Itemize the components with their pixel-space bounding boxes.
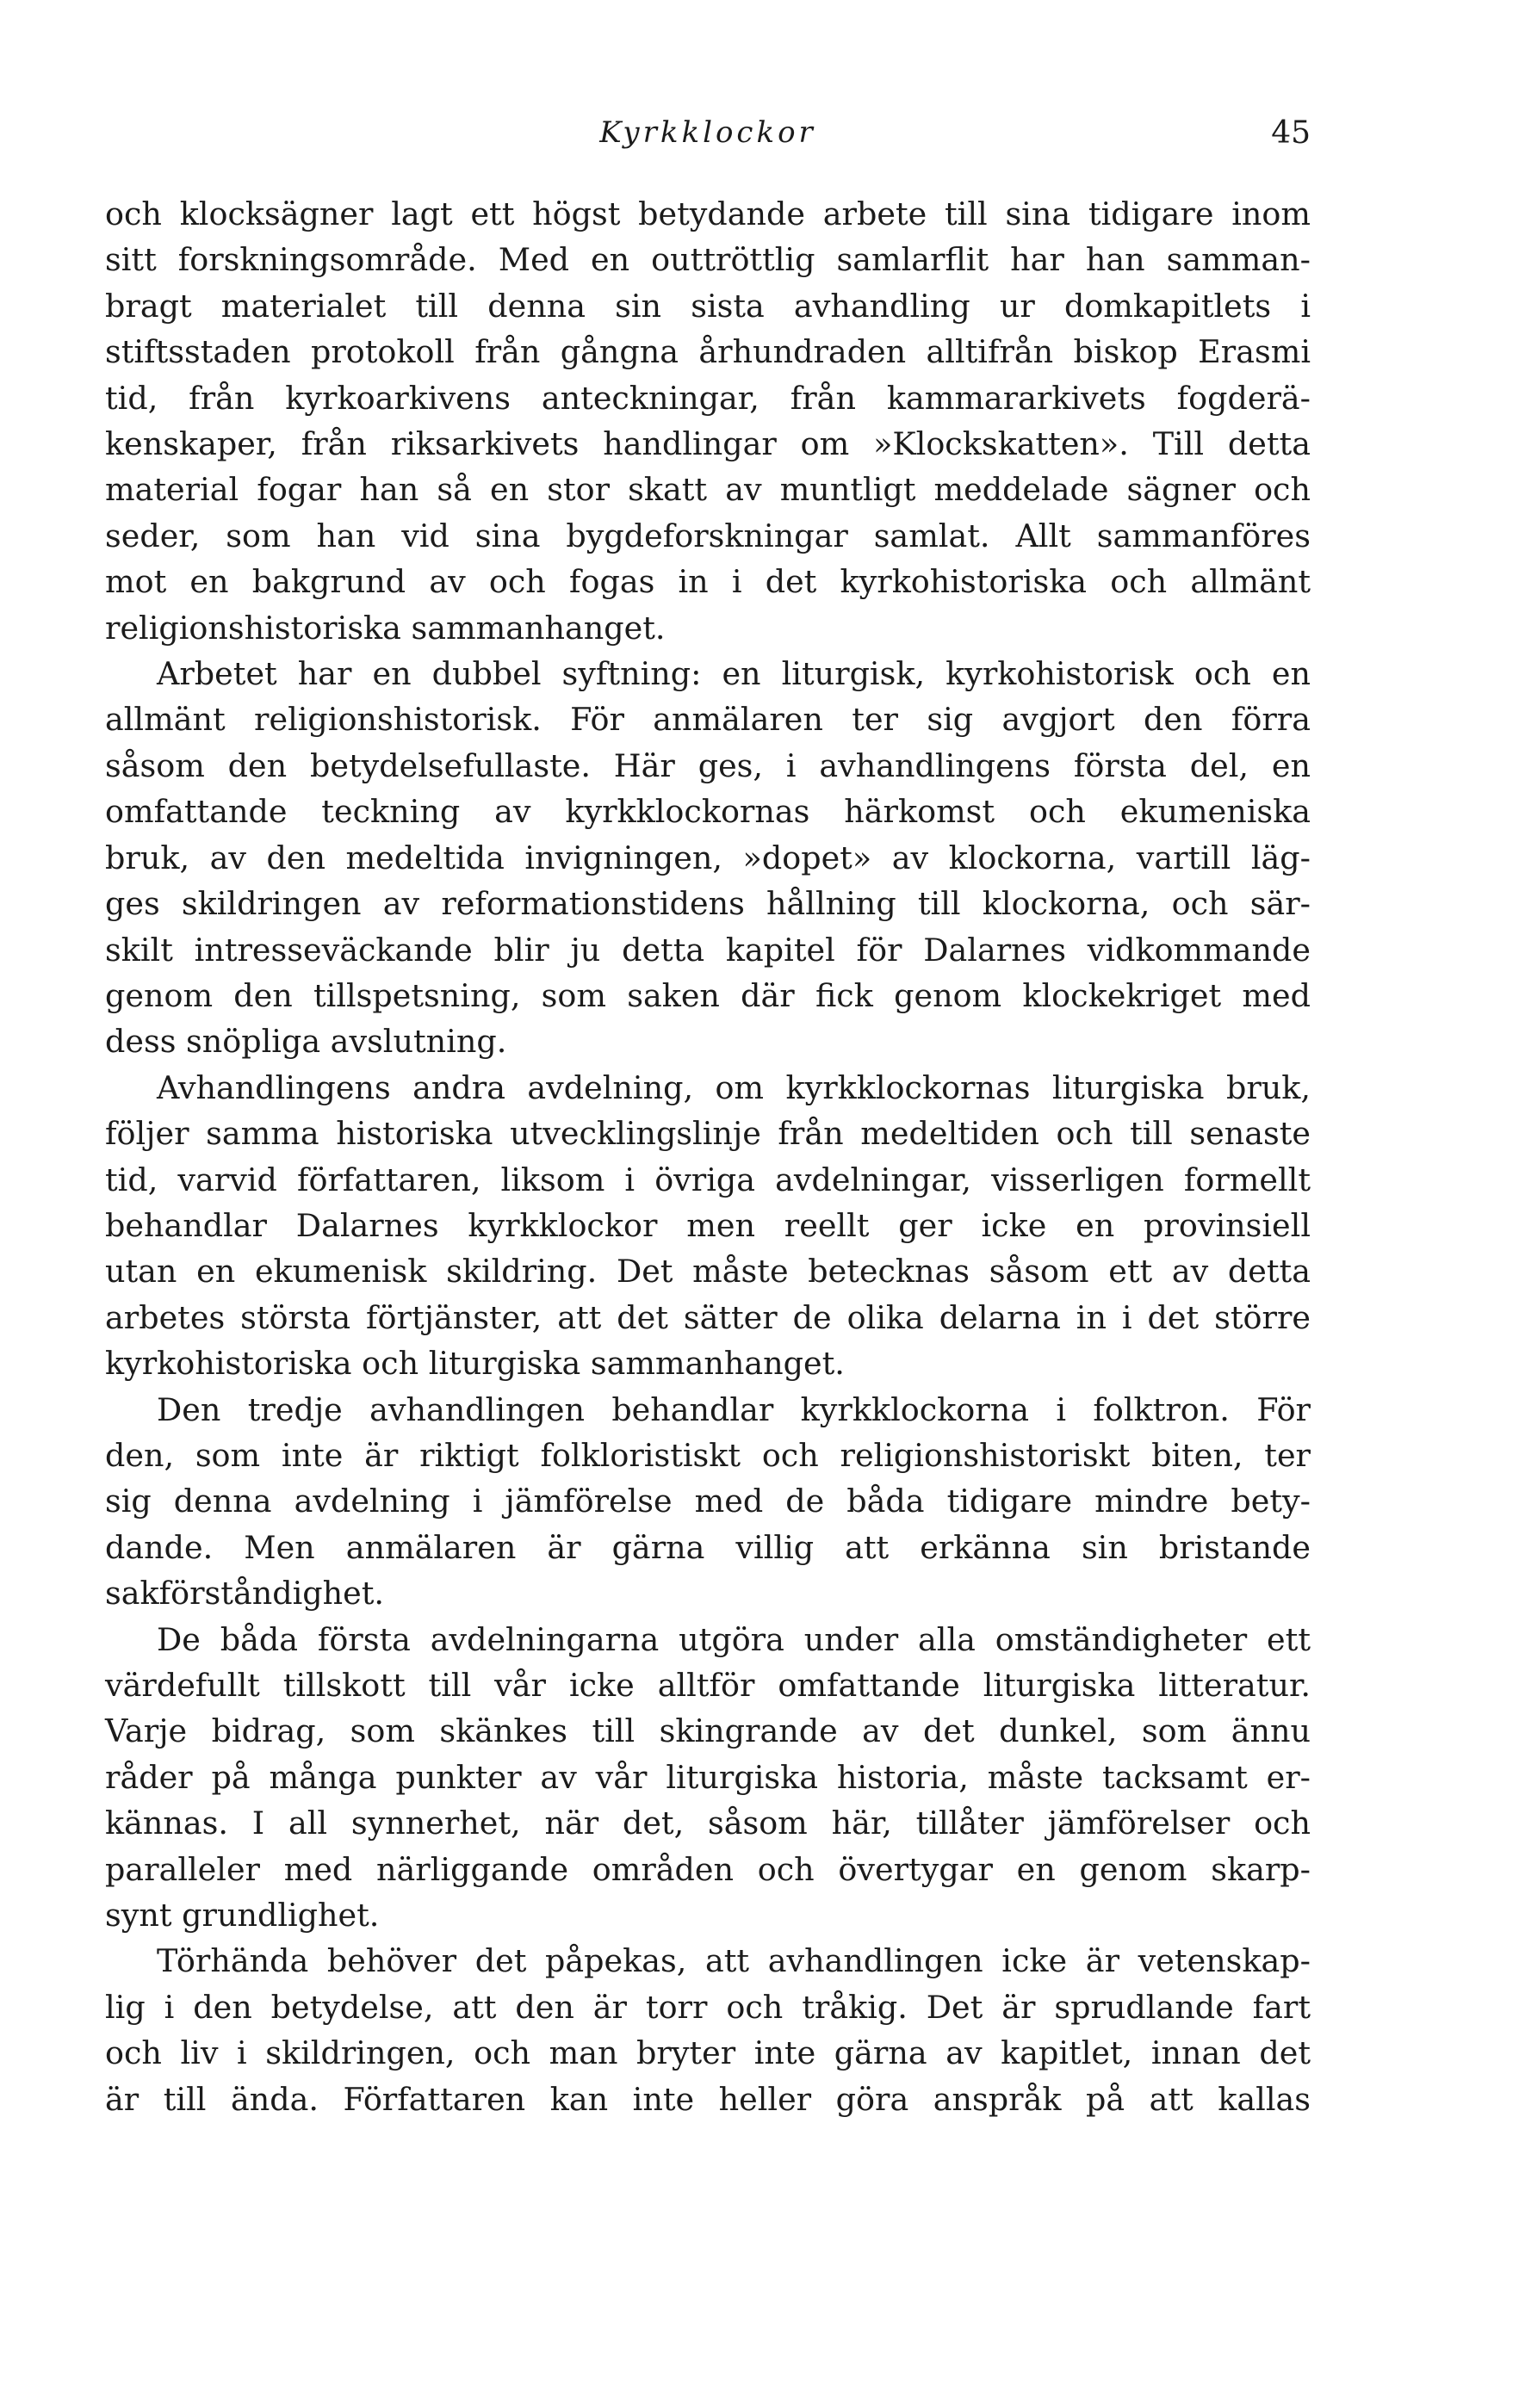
paragraph-2: [105, 651, 1311, 1065]
paragraph-5: [105, 1617, 1311, 1939]
text-line: tid, varvid författaren, liksom i övriga avdelningar, visserligen formellt: [105, 1161, 1311, 1198]
page-number: 45: [1271, 115, 1311, 151]
text-line: seder, som han vid sina bygdeforskningar samlat. Allt sammanföres: [105, 517, 1311, 554]
text-line: och liv i skildringen, och man bryter inte gärna av kapitlet, innan det: [105, 2034, 1311, 2072]
paragraph-6: [105, 1938, 1311, 2122]
text-line: genom den tillspetsning, som saken där fick genom klockekriget med: [105, 976, 1311, 1014]
text-line: omfattande teckning av kyrkklockornas härkomst och ekumeniska: [105, 793, 1311, 831]
text-line: Avhandlingens andra avdelning, om kyrkklockornas liturgiska bruk,: [157, 1068, 1311, 1106]
text-line: är till ända. Författaren kan inte heller göra anspråk på att kallas: [105, 2080, 1311, 2118]
text-line: mot en bakgrund av och fogas in i det kyrkohistoriska och allmänt: [105, 563, 1311, 601]
text-line: utan en ekumenisk skildring. Det måste betecknas såsom ett av detta: [105, 1253, 1311, 1291]
text-line: religionshistoriska sammanhanget.: [105, 609, 666, 647]
text-line: skilt intresseväckande blir ju detta kapitel för Dalarnes vidkommande: [105, 931, 1311, 969]
paragraph-1: [105, 191, 1311, 651]
text-line: sakförståndighet.: [105, 1575, 384, 1613]
text-line: stiftsstaden protokoll från gångna århundraden alltifrån biskop Erasmi: [105, 333, 1311, 371]
text-line: och klocksägner lagt ett högst betydande arbete till sina tidigare inom: [105, 195, 1311, 232]
text-line: värdefullt tillskott till vår icke alltför omfattande liturgiska litteratur.: [105, 1667, 1311, 1704]
text-line: De båda första avdelningarna utgöra under alla omständigheter ett: [157, 1620, 1311, 1658]
text-line: dess snöpliga avslutning.: [105, 1023, 507, 1061]
text-line: synt grundlighet.: [105, 1897, 380, 1934]
text-line: följer samma historiska utvecklingslinje från medeltiden och till senaste: [105, 1115, 1311, 1153]
text-line: Den tredje avhandlingen behandlar kyrkklockorna i folktron. För: [157, 1390, 1311, 1428]
text-line: sitt forskningsområde. Med en outtröttlig samlarflit har han samman-: [105, 241, 1311, 279]
text-line: kännas. I all synnerhet, när det, såsom här, tillåter jämförelser och: [105, 1804, 1311, 1842]
text-line: arbetes största förtjänster, att det sätter de olika delarna in i det större: [105, 1298, 1311, 1336]
text-line: bruk, av den medeltida invigningen, »dopet» av klockorna, vartill läg-: [105, 839, 1311, 876]
text-line: Arbetet har en dubbel syftning: en liturgisk, kyrkohistorisk och en: [157, 655, 1311, 693]
text-line: allmänt religionshistorisk. För anmälaren ter sig avgjort den förra: [105, 701, 1311, 739]
body-text: [105, 191, 1311, 2122]
text-line: ges skildringen av reformationstidens hållning till klockorna, och sär-: [105, 885, 1311, 923]
paragraph-3: [105, 1065, 1311, 1387]
text-line: såsom den betydelsefullaste. Här ges, i avhandlingens första del, en: [105, 746, 1311, 784]
text-line: sig denna avdelning i jämförelse med de båda tidigare mindre bety-: [105, 1483, 1311, 1520]
text-line: tid, från kyrkoarkivens anteckningar, från kammararkivets fogderä-: [105, 379, 1311, 417]
text-line: lig i den betydelse, att den är torr och tråkig. Det är sprudlande fart: [105, 1988, 1311, 2026]
text-line: bragt materialet till denna sin sista avhandling ur domkapitlets i: [105, 287, 1311, 325]
text-line: paralleler med närliggande områden och övertygar en genom skarp-: [105, 1850, 1311, 1888]
text-line: Törhända behöver det påpekas, att avhandlingen icke är vetenskap-: [157, 1942, 1311, 1980]
text-line: Varje bidrag, som skänkes till skingrande av det dunkel, som ännu: [105, 1712, 1311, 1750]
text-line: dande. Men anmälaren är gärna villig att erkänna sin bristande: [105, 1528, 1311, 1566]
text-line: behandlar Dalarnes kyrkklockor men reellt ger icke en provinsiell: [105, 1206, 1311, 1244]
paragraph-4: [105, 1387, 1311, 1617]
text-line: material fogar han så en stor skatt av muntligt meddelade sägner och: [105, 471, 1311, 509]
text-line: den, som inte är riktigt folkloristiskt och religionshistoriskt biten, ter: [105, 1436, 1311, 1474]
running-title: Kyrkklockor: [599, 115, 816, 150]
running-head: [105, 115, 1311, 167]
text-line: kenskaper, från riksarkivets handlingar om »Klockskatten». Till detta: [105, 425, 1311, 463]
text-line: kyrkohistoriska och liturgiska sammanhanget.: [105, 1345, 845, 1383]
text-line: råder på många punkter av vår liturgiska historia, måste tacksamt er-: [105, 1758, 1311, 1796]
